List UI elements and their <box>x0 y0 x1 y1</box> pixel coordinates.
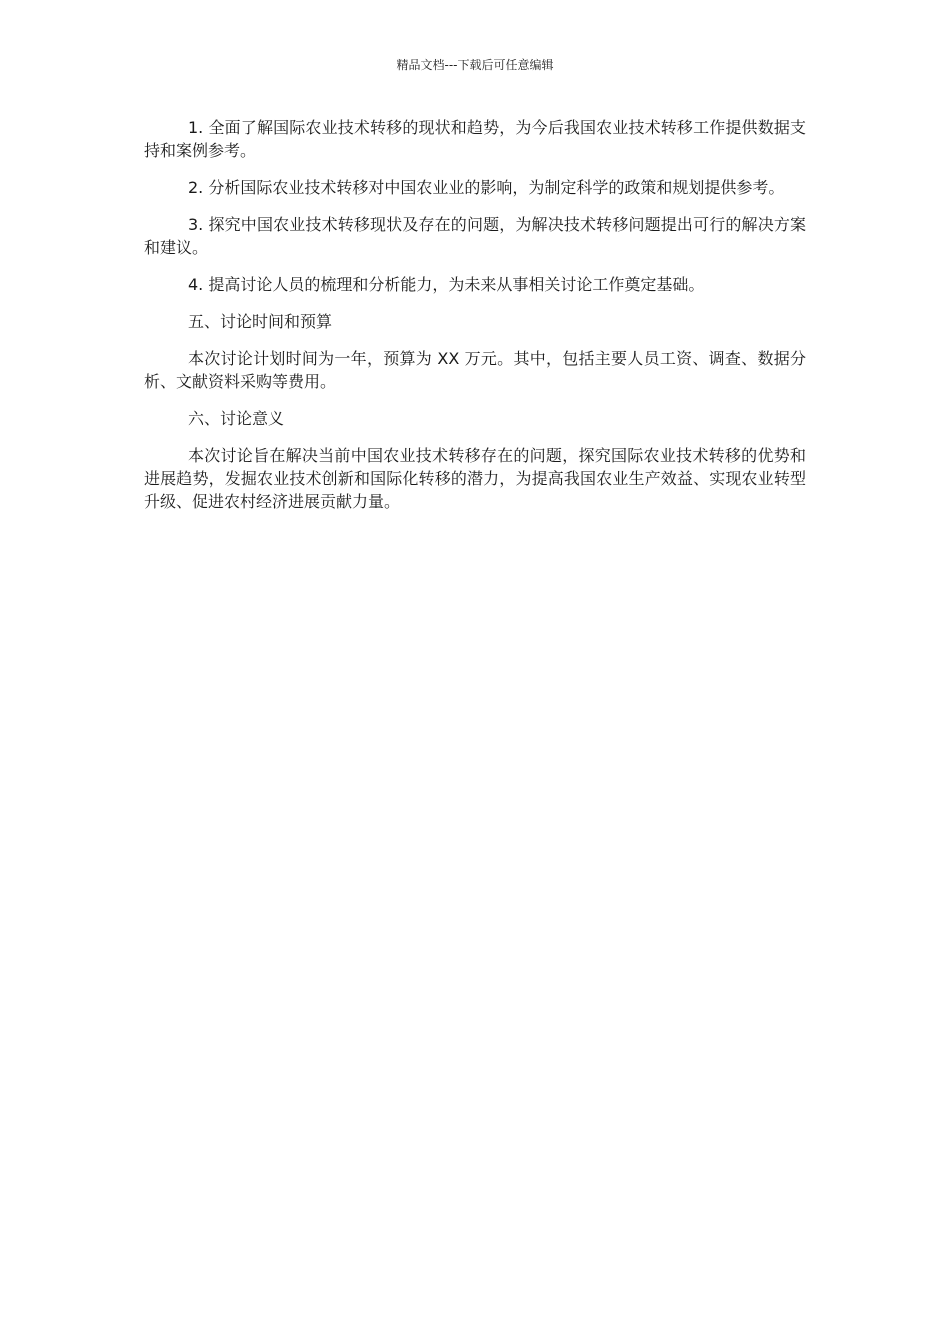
time-budget-paragraph: 本次讨论计划时间为一年，预算为 XX 万元。其中，包括主要人员工资、调查、数据分析、文献资料采购等费用。 <box>144 349 806 391</box>
objective-item-3: 3. 探究中国农业技术转移现状及存在的问题，为解决技术转移问题提出可行的解决方案和建议。 <box>144 215 806 257</box>
objective-item-4: 4. 提高讨论人员的梳理和分析能力，为未来从事相关讨论工作奠定基础。 <box>188 275 705 294</box>
objective-item-1: 1. 全面了解国际农业技术转移的现状和趋势，为今后我国农业技术转移工作提供数据支持和案例参考。 <box>144 118 806 160</box>
section-heading-significance: 六、讨论意义 <box>188 409 285 428</box>
significance-paragraph: 本次讨论旨在解决当前中国农业技术转移存在的问题，探究国际农业技术转移的优势和进展趋势，发掘农业技术创新和国际化转移的潜力，为提高我国农业生产效益、实现农业转型升级、促进农村经济进展贡献力量。 <box>144 446 806 511</box>
page-header: 精品文档---下载后可任意编辑 <box>396 58 554 72</box>
objective-item-2: 2. 分析国际农业技术转移对中国农业业的影响，为制定科学的政策和规划提供参考。 <box>188 178 785 197</box>
document-body <box>144 116 806 527</box>
section-heading-time-budget: 五、讨论时间和预算 <box>188 312 333 331</box>
